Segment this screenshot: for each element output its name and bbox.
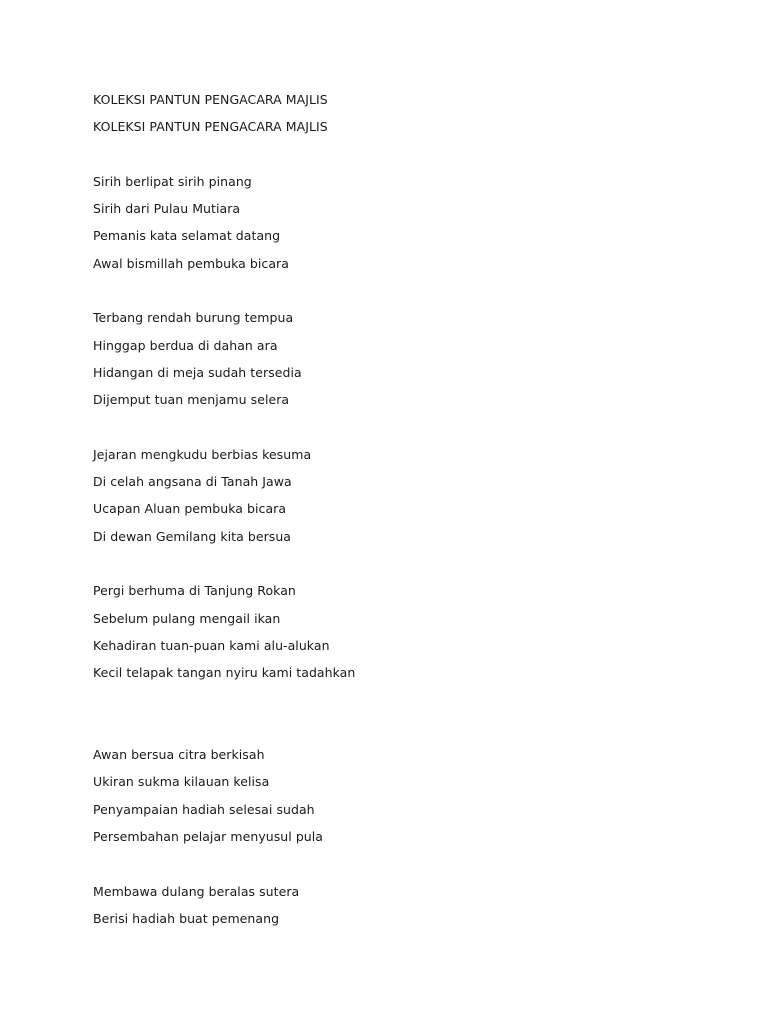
stanza-spacer: [93, 687, 713, 742]
pantun-stanza-1: [93, 168, 713, 277]
pantun-line: Sirih dari Pulau Mutiara: [93, 201, 241, 217]
document-title: KOLEKSI PANTUN PENGACARA MAJLIS: [93, 92, 328, 107]
pantun-line: Di dewan Gemilang kita bersua: [93, 528, 292, 544]
pantun-line: Kecil telapak tangan nyiru kami tadahkan: [93, 665, 356, 681]
document-body: [93, 86, 713, 932]
pantun-line: Persembahan pelajar menyusul pula: [93, 829, 324, 845]
pantun-line: Ucapan Aluan pembuka bicara: [93, 501, 287, 517]
stanza-spacer: [93, 277, 713, 304]
pantun-line: Awal bismillah pembuka bicara: [93, 255, 289, 271]
pantun-line: Hidangan di meja sudah tersedia: [93, 364, 302, 380]
pantun-line: Penyampaian hadiah selesai sudah: [93, 801, 315, 817]
pantun-line: Awan bersua citra berkisah: [93, 747, 265, 763]
stanza-spacer: [93, 414, 713, 441]
stanza-spacer: [93, 850, 713, 877]
pantun-line: Terbang rendah burung tempua: [93, 310, 294, 326]
stanza-spacer: [93, 550, 713, 577]
stanza-spacer: [93, 141, 713, 168]
pantun-stanza-6: [93, 878, 713, 933]
pantun-stanza-3: [93, 441, 713, 550]
pantun-stanza-2: [93, 304, 713, 413]
pantun-line: Membawa dulang beralas sutera: [93, 883, 300, 899]
pantun-line: Di celah angsana di Tanah Jawa: [93, 474, 292, 490]
pantun-line: Jejaran mengkudu berbias kesuma: [93, 446, 312, 462]
pantun-line: Dijemput tuan menjamu selera: [93, 392, 290, 408]
document-title-repeat: KOLEKSI PANTUN PENGACARA MAJLIS: [93, 119, 328, 135]
pantun-line: Pemanis kata selamat datang: [93, 228, 281, 244]
pantun-stanza-4: [93, 577, 713, 686]
pantun-line: Hinggap berdua di dahan ara: [93, 337, 278, 353]
pantun-line: Pergi berhuma di Tanjung Rokan: [93, 583, 296, 599]
pantun-line: Sirih berlipat sirih pinang: [93, 173, 252, 189]
pantun-line: Sebelum pulang mengail ikan: [93, 610, 281, 626]
pantun-line: Kehadiran tuan-puan kami alu-alukan: [93, 637, 330, 653]
pantun-stanza-5: [93, 741, 713, 850]
pantun-line: Ukiran sukma kilauan kelisa: [93, 774, 270, 790]
pantun-line: Berisi hadiah buat pemenang: [93, 910, 280, 926]
